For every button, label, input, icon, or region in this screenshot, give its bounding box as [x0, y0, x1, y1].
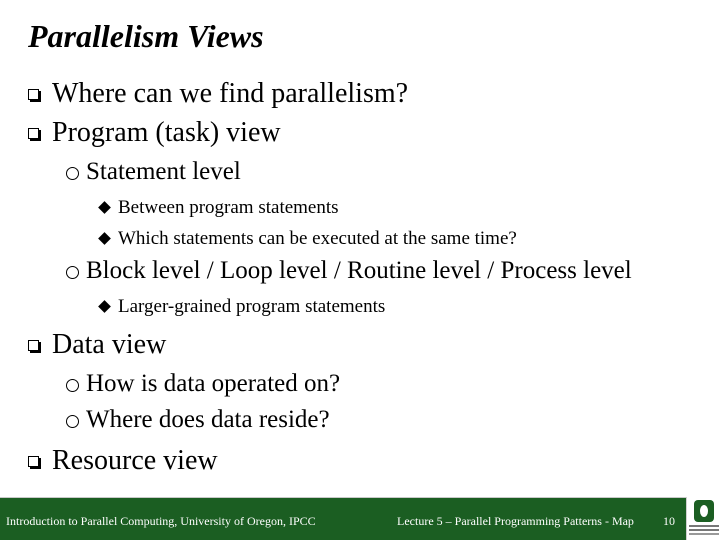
- footer-divider: [0, 497, 686, 498]
- bullet-item: [52, 445, 218, 477]
- square-bullet-icon: [28, 89, 39, 100]
- square-bullet-icon: [28, 340, 39, 351]
- bullet-text: Larger-grained program statements: [118, 296, 386, 317]
- footer-lecture-label: Lecture 5 – Parallel Programming Patterns - Map: [397, 514, 634, 528]
- diamond-bullet-icon: [98, 300, 111, 313]
- diamond-bullet-icon: [98, 201, 111, 214]
- sub-bullet-item: [86, 157, 241, 187]
- page-number: 10: [663, 514, 675, 528]
- sub-bullet-item: [86, 256, 632, 286]
- sub-sub-bullet-item: [118, 196, 339, 220]
- bullet-text: Program (task) view: [52, 117, 281, 148]
- slide-title: Parallelism Views: [28, 18, 264, 54]
- oregon-o-icon: [694, 500, 714, 522]
- bullet-text: Block level / Loop level / Routine level / Process level: [86, 257, 632, 284]
- bullet-item: [52, 117, 281, 149]
- bullet-text: Where does data reside?: [86, 406, 330, 433]
- bullet-text: How is data operated on?: [86, 370, 341, 397]
- circle-bullet-icon: [66, 266, 79, 279]
- bullet-text: Between program statements: [118, 197, 339, 218]
- sub-sub-bullet-item: [118, 227, 517, 251]
- sub-bullet-item: [86, 369, 340, 399]
- slide-footer: [0, 497, 686, 540]
- bullet-item: [52, 78, 408, 110]
- bullet-text: Where can we find parallelism?: [52, 78, 409, 109]
- logo-wordmark: [689, 525, 719, 527]
- footer-course-label: Introduction to Parallel Computing, University of Oregon, IPCC: [6, 514, 316, 528]
- university-of-oregon-logo: [686, 497, 720, 540]
- bullet-text: Resource view: [52, 445, 218, 476]
- bullet-item: [52, 329, 166, 361]
- sub-bullet-item: [86, 405, 330, 435]
- square-bullet-icon: [28, 128, 39, 139]
- circle-bullet-icon: [66, 379, 79, 392]
- bullet-text: Statement level: [86, 158, 241, 185]
- circle-bullet-icon: [66, 415, 79, 428]
- bullet-text: Which statements can be executed at the same time?: [118, 228, 517, 249]
- square-bullet-icon: [28, 456, 39, 467]
- sub-sub-bullet-item: [118, 295, 385, 319]
- bullet-text: Data view: [52, 329, 167, 360]
- circle-bullet-icon: [66, 167, 79, 180]
- diamond-bullet-icon: [98, 232, 111, 245]
